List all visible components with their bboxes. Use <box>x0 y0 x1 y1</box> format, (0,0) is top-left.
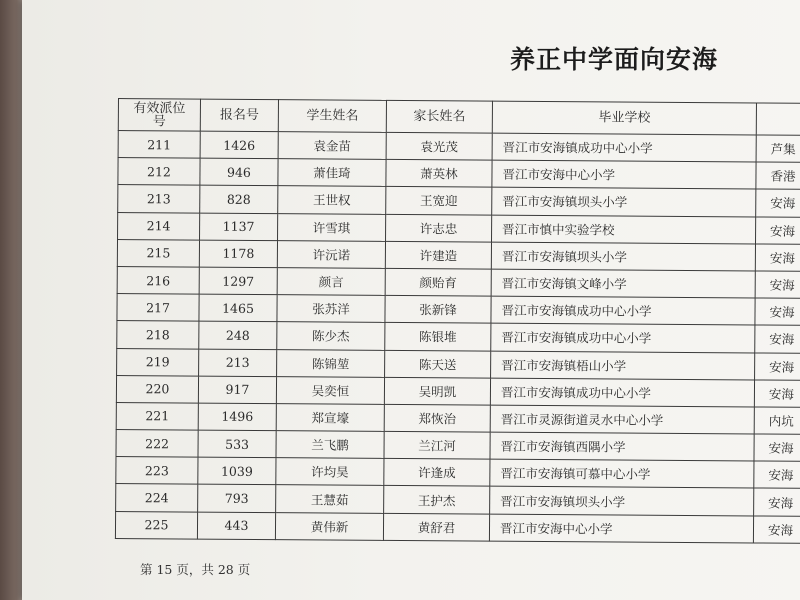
cell-extra: 安海 <box>756 189 800 217</box>
cell-school: 晋江市灵源街道灵水中心小学 <box>490 405 754 434</box>
cell-student: 许均昊 <box>276 458 384 486</box>
cell-no: 225 <box>115 511 197 539</box>
cell-parent: 许建造 <box>385 241 491 269</box>
page-title: 养正中学面向安海 <box>510 45 719 74</box>
cell-school: 晋江市安海镇坝头小学 <box>492 187 756 216</box>
table-header-row <box>118 99 800 136</box>
cell-student: 郑宣壕 <box>276 403 384 431</box>
cell-parent: 许志忠 <box>386 214 492 242</box>
cell-parent: 陈银堆 <box>385 323 491 351</box>
cell-extra: 安海 <box>755 217 800 245</box>
col-header-extra <box>756 103 800 135</box>
cell-extra: 安海 <box>755 298 800 326</box>
cell-student: 袁金苗 <box>278 132 386 160</box>
cell-reg: 1426 <box>200 131 278 159</box>
cell-parent: 袁光茂 <box>386 132 492 160</box>
cell-extra: 安海 <box>755 325 800 353</box>
cell-no: 218 <box>117 321 199 349</box>
cell-no: 221 <box>116 402 198 430</box>
cell-school: 晋江市安海镇梧山小学 <box>491 351 755 380</box>
cell-student: 黄伟新 <box>275 512 383 540</box>
cell-reg: 917 <box>198 376 276 404</box>
cell-parent: 萧英林 <box>386 160 492 188</box>
cell-school: 晋江市安海镇成功中心小学 <box>490 378 754 407</box>
cell-parent: 颜贻育 <box>385 268 491 296</box>
cell-student: 许沅诺 <box>277 240 385 268</box>
cell-reg: 533 <box>198 430 276 458</box>
cell-student: 王慧茹 <box>276 485 384 513</box>
cell-parent: 陈天送 <box>385 350 491 378</box>
cell-parent: 兰江河 <box>384 431 490 459</box>
cell-reg: 946 <box>200 158 278 186</box>
cell-school: 晋江市安海镇成功中心小学 <box>491 296 755 325</box>
col-header-student: 学生姓名 <box>278 100 386 133</box>
cell-extra: 安海 <box>755 352 800 380</box>
cell-school: 晋江市安海中心小学 <box>489 514 753 543</box>
cell-reg: 1465 <box>199 294 277 322</box>
col-header-reg: 报名号 <box>200 99 278 132</box>
cell-extra: 安海 <box>754 461 800 489</box>
cell-reg: 443 <box>197 512 275 540</box>
cell-parent: 王护杰 <box>384 486 490 514</box>
cell-extra: 安海 <box>754 434 800 462</box>
cell-no: 219 <box>117 348 199 376</box>
cell-parent: 王宽迎 <box>386 187 492 215</box>
cell-extra: 芦集 <box>756 135 800 163</box>
student-table <box>115 98 800 544</box>
cell-no: 211 <box>118 131 200 159</box>
cell-reg: 1496 <box>198 403 276 431</box>
table-row <box>115 511 800 543</box>
cell-student: 陈锦堃 <box>277 349 385 377</box>
cell-student: 吴奕恒 <box>276 376 384 404</box>
cell-extra: 安海 <box>755 244 800 272</box>
cell-no: 216 <box>117 266 199 294</box>
cell-reg: 793 <box>198 485 276 513</box>
cell-school: 晋江市安海镇坝头小学 <box>490 487 754 516</box>
cell-extra: 内坑 <box>754 407 800 435</box>
cell-school: 晋江市安海镇文峰小学 <box>491 269 755 298</box>
cell-parent: 吴明凯 <box>384 377 490 405</box>
cell-student: 兰飞鹏 <box>276 431 384 459</box>
cell-extra: 香港 <box>756 162 800 190</box>
cell-student: 许雪琪 <box>278 213 386 241</box>
cell-no: 213 <box>118 185 200 213</box>
cell-no: 214 <box>118 212 200 240</box>
page-footer: 第 15 页，共 28 页 <box>140 562 251 577</box>
cell-extra: 安海 <box>754 380 800 408</box>
cell-school: 晋江市安海镇坝头小学 <box>491 242 755 271</box>
col-header-parent: 家长姓名 <box>386 100 492 133</box>
cell-reg: 248 <box>199 321 277 349</box>
cell-school: 晋江市安海镇可慕中心小学 <box>490 459 754 488</box>
col-header-school: 毕业学校 <box>492 101 756 135</box>
cell-student: 张苏洋 <box>277 295 385 323</box>
cell-reg: 1137 <box>200 213 278 241</box>
cell-no: 217 <box>117 294 199 322</box>
cell-school: 晋江市安海镇成功中心小学 <box>491 323 755 352</box>
cell-no: 220 <box>116 375 198 403</box>
cell-reg: 213 <box>199 349 277 377</box>
cell-reg: 828 <box>200 185 278 213</box>
cell-student: 萧佳琦 <box>278 159 386 187</box>
cell-extra: 安海 <box>754 488 800 516</box>
cell-school: 晋江市安海中心小学 <box>492 160 756 189</box>
cell-no: 224 <box>116 484 198 512</box>
cell-student: 陈少杰 <box>277 322 385 350</box>
cell-no: 223 <box>116 457 198 485</box>
cell-reg: 1178 <box>199 240 277 268</box>
col-header-no: 有效派位号 <box>118 99 200 132</box>
cell-no: 215 <box>117 239 199 267</box>
cell-parent: 许逢成 <box>384 459 490 487</box>
cell-parent: 张新锋 <box>385 295 491 323</box>
cell-school: 晋江市慎中实验学校 <box>492 215 756 244</box>
cell-parent: 黄舒君 <box>383 513 489 541</box>
cell-student: 颜言 <box>277 268 385 296</box>
cell-school: 晋江市安海镇成功中心小学 <box>492 133 756 162</box>
cell-no: 212 <box>118 158 200 186</box>
cell-school: 晋江市安海镇西隅小学 <box>490 432 754 461</box>
cell-student: 王世权 <box>278 186 386 214</box>
cell-reg: 1039 <box>198 457 276 485</box>
cell-reg: 1297 <box>199 267 277 295</box>
cell-parent: 郑恢治 <box>384 404 490 432</box>
cell-no: 222 <box>116 430 198 458</box>
cell-extra: 安海 <box>755 271 800 299</box>
cell-extra: 安海 <box>753 516 800 544</box>
